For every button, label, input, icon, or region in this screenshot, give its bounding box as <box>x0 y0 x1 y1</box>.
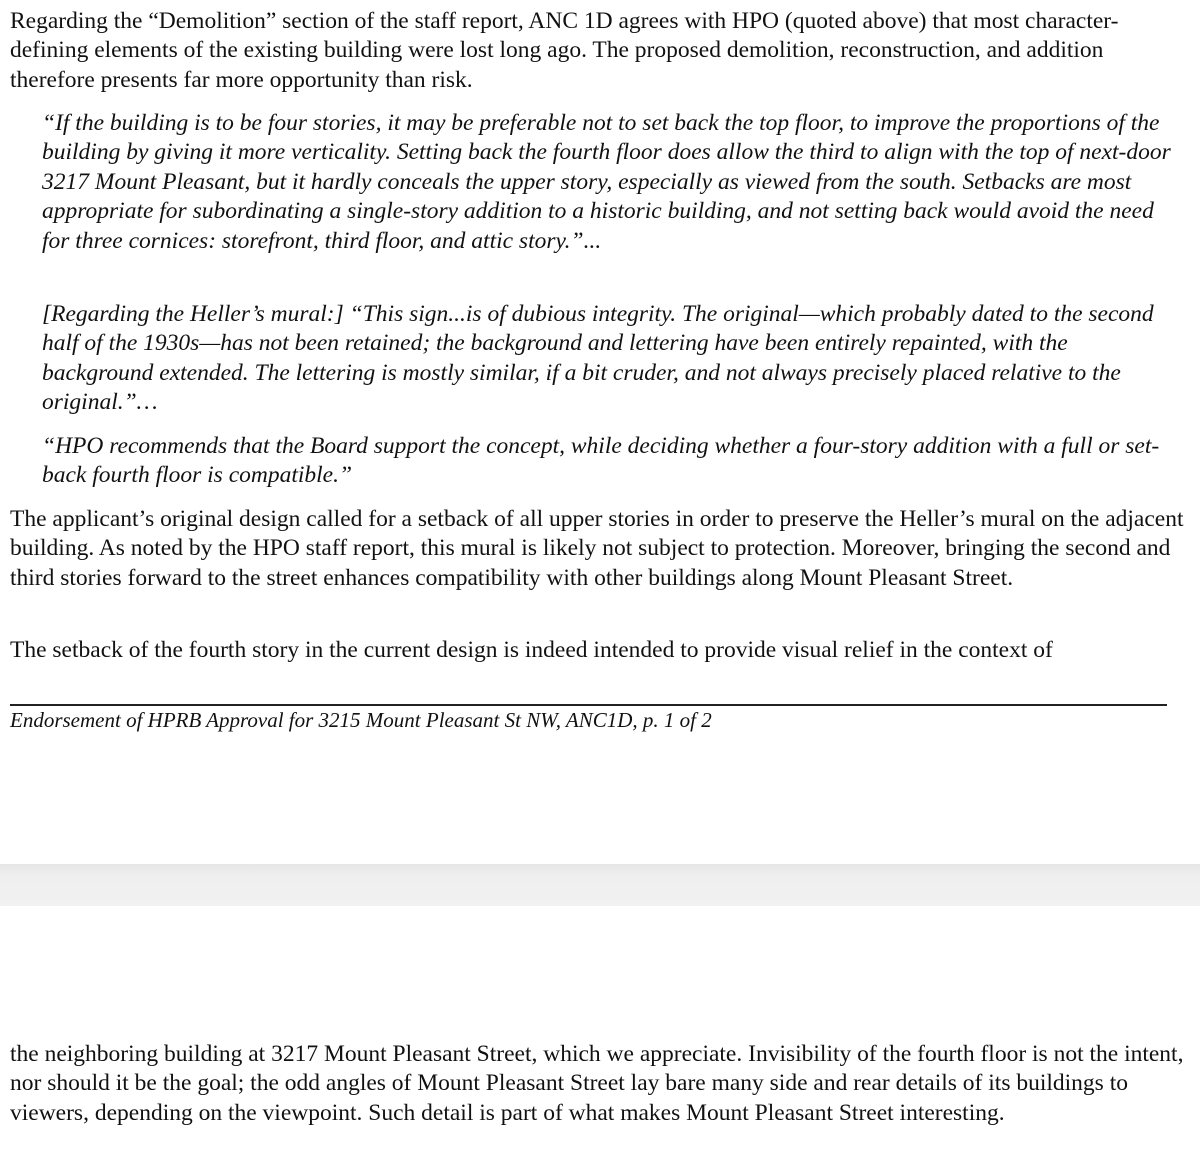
page-footer: Endorsement of HPRB Approval for 3215 Mount Pleasant St NW, ANC1D, p. 1 of 2 <box>10 708 712 732</box>
page-separator <box>0 864 1200 906</box>
quote-hpo-recommendation: “HPO recommends that the Board support the concept, while deciding whether a four-story addition with a full or set-back fourth floor is compatible.” <box>42 433 1160 489</box>
paragraph-fourth-story: The setback of the fourth story in the current design is indeed intended to provide visual relief in the context of <box>10 637 1053 663</box>
paragraph-setback-design: The applicant’s original design called for a setback of all upper stories in order to preserve the Heller’s mural on the adjacent building. As noted by the HPO staff report, this mural is likely not subject to protection. Moreover, bringing the second and third stories forward to the street enhances compatibility with other buildings along Mount Pleasant Street. <box>10 506 1184 591</box>
quote-hellers-mural: [Regarding the Heller’s mural:] “This sign...is of dubious integrity. The original—which probably dated to the second half of the 1930s—has not been retained; the background and lettering have been entirely repainted, with the background extended. The lettering is mostly similar, if a bit cruder, and not always precisely placed relative to the original.”… <box>42 301 1154 416</box>
document-page-2 <box>0 906 1200 1167</box>
paragraph-continued: the neighboring building at 3217 Mount Pleasant Street, which we appreciate. Invisibility of the fourth floor is not the intent, nor should it be the goal; the odd angles of Mount Pleasant Street lay bare many side and rear details of its buildings to viewers, depending on the viewpoint. Such detail is part of what makes Mount Pleasant Street interesting. <box>10 1041 1184 1126</box>
paragraph-demolition: Regarding the “Demolition” section of the staff report, ANC 1D agrees with HPO (quoted above) that most character-defining elements of the existing building were lost long ago. The proposed demolition, reconstruction, and addition therefore presents far more opportunity than risk. <box>10 8 1119 93</box>
quote-four-stories: “If the building is to be four stories, it may be preferable not to set back the top floor, to improve the proportions of the building by giving it more verticality. Setting back the fourth floor does allow the third to align with the top of next-door 3217 Mount Pleasant, but it hardly conceals the upper story, especially as viewed from the south. Setbacks are most appropriate for subordinating a single-story addition to a historic building, and not setting back would avoid the need for three cornices: storefront, third floor, and attic story.”... <box>42 110 1171 254</box>
